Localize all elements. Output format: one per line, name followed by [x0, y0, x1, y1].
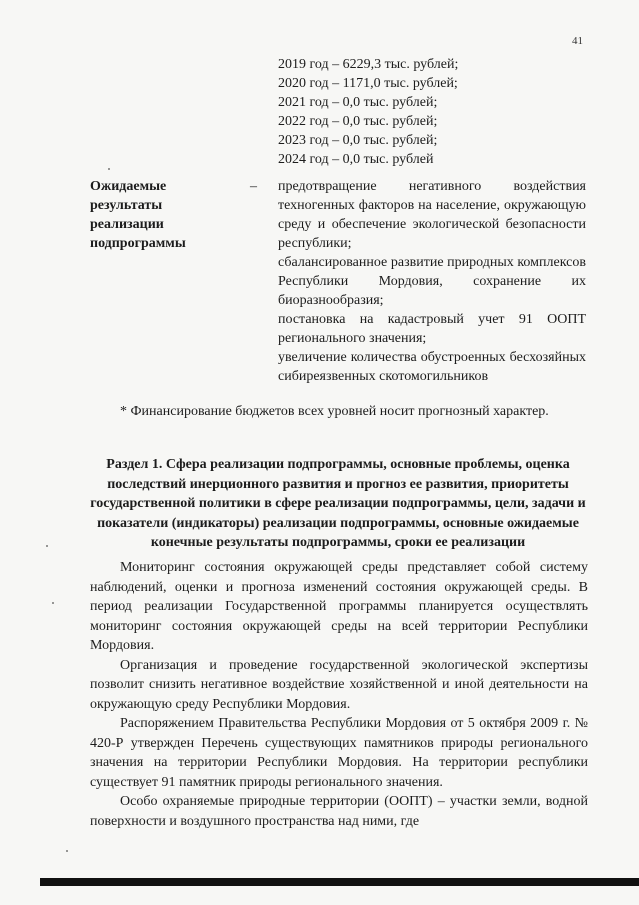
result-item: предотвращение негативного воздействия техногенных факторов на население, окружающую среду и обеспечение экологической безопасности республики; — [278, 179, 586, 251]
expected-results-dash: – — [250, 179, 257, 194]
section-heading: Раздел 1. Сфера реализации подпрограммы, основные проблемы, оценка последствий инерционного развития и прогноз ее развития, приоритеты государственной политики в сфере реализации подпрограммы, цели, задачи и показатели (индикаторы) реализации подпрограммы, основные ожидаемые конечные результаты подпрограммы, сроки ее реализации — [90, 457, 586, 550]
scan-speck — [52, 602, 54, 604]
body-paragraph: Особо охраняемые природные территории (ООПТ) – участки земли, водной поверхности и воздушного пространства над ними, где — [90, 794, 588, 829]
page-number: 41 — [572, 35, 583, 47]
funding-line-2020: 2020 год – 1171,0 тыс. рублей; — [278, 76, 458, 91]
body-paragraph: Мониторинг состояния окружающей среды представляет собой систему наблюдений, оценки и прогноза изменений состояния окружающей среды. В период реализации Государственной программы планируется осуществлять мониторинг состояния окружающей среды на всей территории Республики Мордовия. — [90, 560, 588, 653]
funding-line-2019: 2019 год – 6229,3 тыс. рублей; — [278, 57, 459, 72]
scan-speck — [108, 168, 110, 170]
scan-border-bar — [40, 878, 639, 886]
expected-results-label: Ожидаемые результаты реализации подпрограммы — [90, 179, 186, 251]
funding-footnote: * Финансирование бюджетов всех уровней носит прогнозный характер. — [120, 404, 549, 419]
funding-line-2022: 2022 год – 0,0 тыс. рублей; — [278, 114, 438, 129]
section-body — [90, 558, 588, 831]
funding-line-2024: 2024 год – 0,0 тыс. рублей — [278, 152, 434, 167]
funding-line-2023: 2023 год – 0,0 тыс. рублей; — [278, 133, 438, 148]
scan-speck — [46, 545, 48, 547]
result-item: увеличение количества обустроенных бесхозяйных сибиреязвенных скотомогильников — [278, 350, 586, 384]
expected-results-list — [278, 177, 586, 386]
body-paragraph: Организация и проведение государственной экологической экспертизы позволит снизить негативное воздействие хозяйственной и иной деятельности на окружающую среду Республики Мордовия. — [90, 657, 588, 712]
funding-by-year-list — [278, 55, 598, 169]
scan-speck — [66, 850, 68, 852]
result-item: постановка на кадастровый учет 91 ООПТ регионального значения; — [278, 312, 586, 346]
funding-line-2021: 2021 год – 0,0 тыс. рублей; — [278, 95, 438, 110]
body-paragraph: Распоряжением Правительства Республики Мордовия от 5 октября 2009 г. № 420-Р утвержден Перечень существующих памятников природы регионального значения на территории Республики Мордовия. На территории республики существует 91 памятник природы регионального значения. — [90, 716, 588, 790]
result-item: сбалансированное развитие природных комплексов Республики Мордовия, сохранение их биоразнообразия; — [278, 255, 586, 308]
